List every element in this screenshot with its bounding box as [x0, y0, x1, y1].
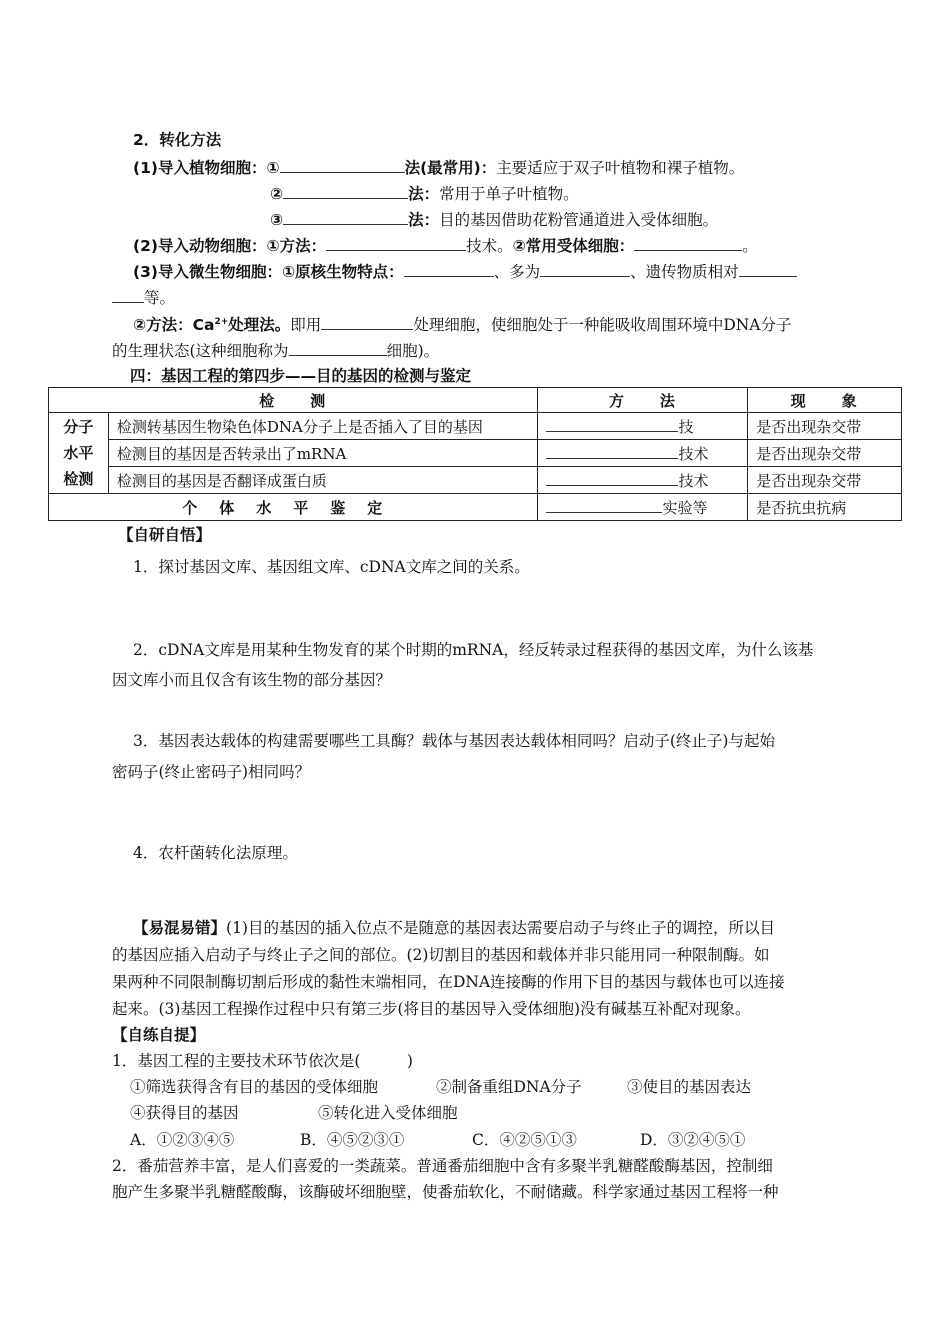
table-row	[49, 413, 902, 440]
header-method: 方 法	[538, 388, 748, 413]
practice-title: 【自练自提】	[112, 1026, 206, 1044]
blank	[540, 261, 630, 277]
table-row	[49, 440, 902, 467]
blank	[546, 443, 678, 459]
plant-line-1: (1)导入植物细胞：① 法(最常用)：主要适应于双子叶植物和裸子植物。	[133, 159, 745, 177]
header-phenomenon: 现 象	[748, 388, 902, 413]
practice-q2-line2: 胞产生多聚半乳糖醛酸酶，该酶破坏细胞壁，使番茄软化，不耐储藏。科学家通过基因工程将一种	[112, 1183, 779, 1201]
row-phenomenon: 是否出现杂交带	[748, 413, 902, 440]
self-study-q2-line2: 因文库小而且仅含有该生物的部分基因？	[112, 671, 392, 689]
plant-line-2: ② 法：常用于单子叶植物。	[270, 185, 579, 203]
blank	[546, 470, 678, 486]
confusion-line2: 的基因应插入启动子与终止子之间的部位。(2)切割目的基因和载体并非只能用同一种限制酶。如	[112, 946, 770, 964]
header-detect: 检 测	[49, 388, 538, 413]
self-study-q3-line2: 密码子(终止密码子)相同吗？	[112, 763, 311, 781]
row-method: 实验等	[538, 494, 748, 521]
row-detect: 检测转基因生物染色体DNA分子上是否插入了目的基因	[108, 413, 538, 440]
method-line: ②方法：$Ca^{2+}$处理法。即用 处理细胞，使细胞处于一种能吸收周围环境中DNA分子	[133, 316, 792, 334]
practice-q1-item-a0: ①筛选获得含有目的基因的受体细胞	[130, 1078, 379, 1096]
blank	[321, 314, 413, 330]
self-study-q1: 1．探讨基因文库、基因组文库、cDNA文库之间的关系。	[133, 558, 530, 576]
self-study-q4: 4．农杆菌转化法原理。	[133, 844, 298, 862]
blank	[112, 287, 144, 303]
practice-q1-item-b0: ④获得目的基因	[130, 1104, 239, 1122]
blank	[280, 157, 405, 173]
row-method: 技术	[538, 440, 748, 467]
section-title-step4: 四：基因工程的第四步——目的基因的检测与鉴定	[130, 367, 472, 385]
confusion-line1: 【易混易错】(1)目的基因的插入位点不是随意的基因表达需要启动子与终止子的调控，所以目	[133, 919, 775, 937]
blank	[739, 261, 797, 277]
blank	[289, 340, 387, 356]
option-d: D．③②④⑤①	[640, 1131, 746, 1149]
practice-q2-line1: 2．番茄营养丰富，是人们喜爱的一类蔬菜。普通番茄细胞中含有多聚半乳糖醛酸酶基因，控制细	[112, 1157, 773, 1175]
option-b: B．④⑤②③①	[300, 1131, 405, 1149]
detection-table	[48, 387, 902, 521]
blank	[404, 261, 494, 277]
blank	[326, 235, 466, 251]
table-row-individual	[49, 494, 902, 521]
practice-q1: 1．基因工程的主要技术环节依次是( )	[112, 1052, 413, 1070]
blank	[546, 416, 678, 432]
table-header-row	[49, 388, 902, 413]
confusion-line4: 起来。(3)基因工程操作过程中只有第三步(将目的基因导入受体细胞)没有碱基互补配对现象。	[112, 1000, 751, 1018]
confusion-line3: 果两种不同限制酶切割后形成的黏性末端相同，在DNA连接酶的作用下目的基因与载体也可以连接	[112, 973, 785, 991]
row-detect: 检测目的基因是否转录出了mRNA	[108, 440, 538, 467]
plant-line-3: ③ 法：目的基因借助花粉管通道进入受体细胞。	[270, 211, 719, 229]
table-row	[49, 467, 902, 494]
individual-label: 个体水平鉴定	[49, 494, 538, 521]
row-detect: 检测目的基因是否翻译成蛋白质	[108, 467, 538, 494]
practice-q1-item-b1: ⑤转化进入受体细胞	[318, 1104, 458, 1122]
practice-q1-item-a1: ②制备重组DNA分子	[436, 1078, 582, 1096]
option-a: A．①②③④⑤	[130, 1131, 235, 1149]
row-method: 技	[538, 413, 748, 440]
self-study-q2-line1: 2．cDNA文库是用某种生物发育的某个时期的mRNA，经反转录过程获得的基因文库，为什么该基	[133, 641, 814, 659]
row-method: 技术	[538, 467, 748, 494]
method-line-cont: 的生理状态(这种细胞称为 细胞)。	[112, 342, 440, 360]
section-title-transform: 2．转化方法	[133, 131, 222, 149]
self-study-title: 【自研自悟】	[118, 526, 212, 544]
micro-line: (3)导入微生物细胞：①原核生物特点： 、多为 、遗传物质相对	[133, 261, 797, 282]
blank	[546, 497, 662, 513]
row-phenomenon: 是否出现杂交带	[748, 440, 902, 467]
self-study-q3-line1: 3．基因表达载体的构建需要哪些工具酶？载体与基因表达载体相同吗？启动子(终止子)与起始	[133, 732, 775, 750]
molecular-level-label: 分子 水平 检测	[49, 413, 109, 494]
option-c: C．④②⑤①③	[472, 1131, 577, 1149]
row-phenomenon: 是否抗虫抗病	[748, 494, 902, 521]
blank	[634, 235, 742, 251]
animal-line: (2)导入动物细胞：①方法： 技术。②常用受体细胞： 。	[133, 237, 758, 255]
micro-line-cont: 等。	[112, 287, 175, 308]
row-phenomenon: 是否出现杂交带	[748, 467, 902, 494]
blank	[283, 183, 408, 199]
blank	[283, 209, 408, 225]
practice-q1-item-a2: ③使目的基因表达	[627, 1078, 752, 1096]
